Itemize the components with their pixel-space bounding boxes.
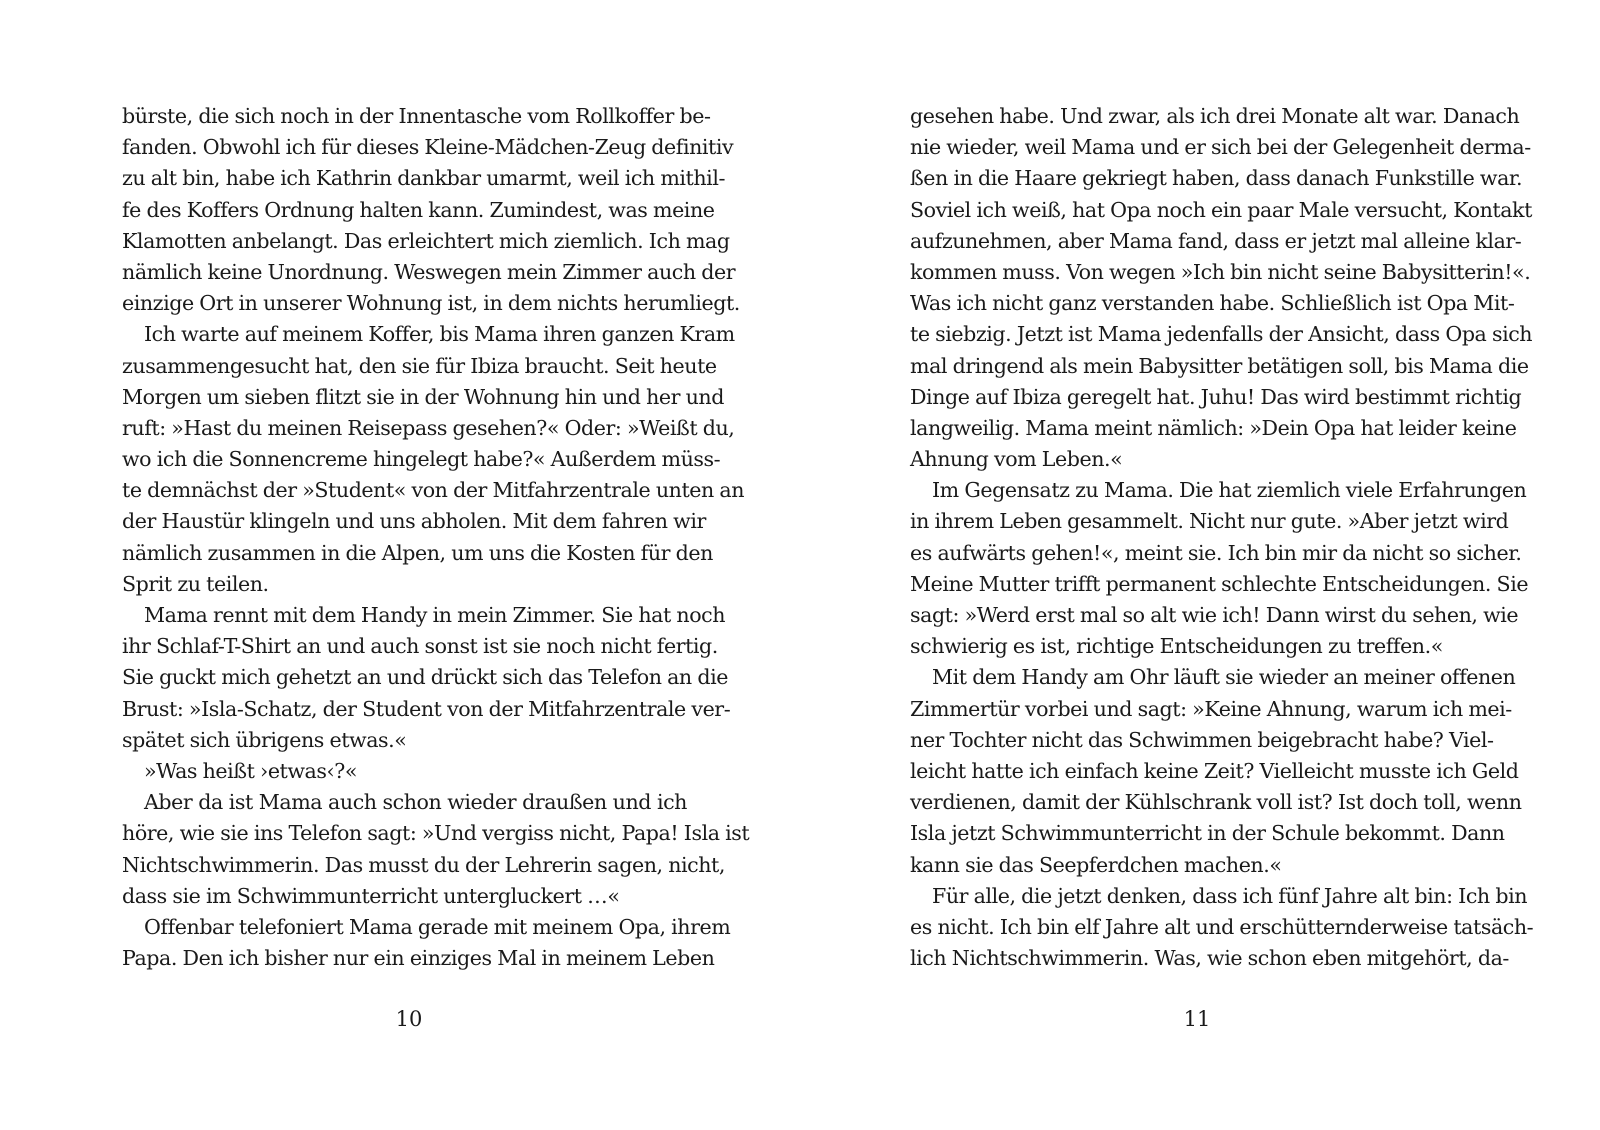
text-line: sagt: »Werd erst mal so alt wie ich! Dann wirst du sehen, wie: [910, 603, 1519, 627]
text-line: verdienen, damit der Kühlschrank voll ist? Ist doch toll, wenn: [910, 790, 1522, 815]
text-line: dass sie im Schwimmunterricht untergluckert …«: [122, 883, 620, 908]
text-line: Für alle, die jetzt denken, dass ich fünf Jahre alt bin: Ich bin: [932, 883, 1528, 908]
text-line: höre, wie sie ins Telefon sagt: »Und vergiss nicht, Papa! Isla ist: [122, 821, 750, 846]
text-line: leicht hatte ich einfach keine Zeit? Vielleicht musste ich Geld: [910, 758, 1519, 783]
text-line: zu alt bin, habe ich Kathrin dankbar umarmt, weil ich mithil-: [122, 166, 725, 191]
text-line: ner Tochter nicht das Schwimmen beigebracht habe? Viel-: [910, 727, 1494, 752]
text-line: wo ich die Sonnencreme hingelegt habe?« Außerdem müss-: [122, 447, 721, 472]
text-line: Offenbar telefoniert Mama gerade mit meinem Opa, ihrem: [144, 914, 731, 939]
text-line: ruft: »Hast du meinen Reisepass gesehen?« Oder: »Weißt du,: [122, 415, 735, 440]
text-line: in ihrem Leben gesammelt. Nicht nur gute. »Aber jetzt wird: [910, 509, 1509, 534]
text-line: es nicht. Ich bin elf Jahre alt und erschütternderweise tatsäch-: [910, 914, 1534, 939]
page-number-right: 11: [1183, 1007, 1211, 1031]
text-line: Nichtschwimmerin. Das musst du der Lehrerin sagen, nicht,: [122, 852, 725, 877]
text-line: te demnächst der »Student« von der Mitfahrzentrale unten an: [122, 478, 745, 503]
text-line: Papa. Den ich bisher nur ein einziges Mal in meinem Leben: [122, 946, 715, 971]
text-line: Ich warte auf meinem Koffer, bis Mama ihren ganzen Kram: [144, 322, 735, 347]
text-line: te siebzig. Jetzt ist Mama jedenfalls der Ansicht, dass Opa sich: [910, 322, 1533, 347]
text-line: fe des Koffers Ordnung halten kann. Zumindest, was meine: [122, 197, 715, 222]
text-line: nämlich keine Unordnung. Weswegen mein Zimmer auch der: [122, 259, 736, 284]
text-line: Mama rennt mit dem Handy in mein Zimmer. Sie hat noch: [144, 603, 726, 627]
text-line: Brust: »Isla-Schatz, der Student von der Mitfahrzentrale ver-: [122, 696, 731, 721]
text-line: Ahnung vom Leben.«: [910, 447, 1123, 472]
left-page: [122, 101, 750, 974]
text-line: Morgen um sieben flitzt sie in der Wohnung hin und her und: [122, 384, 724, 409]
text-line: Sprit zu teilen.: [122, 571, 269, 596]
right-page-text: [910, 101, 1534, 974]
text-line: nämlich zusammen in die Alpen, um uns die Kosten für den: [122, 540, 713, 565]
text-line: Isla jetzt Schwimmunterricht in der Schule bekommt. Dann: [910, 821, 1505, 846]
text-line: fanden. Obwohl ich für dieses Kleine-Mädchen-Zeug definitiv: [122, 135, 734, 160]
text-line: gesehen habe. Und zwar, als ich drei Monate alt war. Danach: [910, 104, 1520, 128]
text-line: Sie guckt mich gehetzt an und drückt sich das Telefon an die: [122, 665, 728, 690]
text-line: es aufwärts gehen!«, meint sie. Ich bin mir da nicht so sicher.: [910, 540, 1522, 565]
text-line: ßen in die Haare gekriegt haben, dass danach Funkstille war.: [910, 166, 1523, 191]
text-line: zusammengesucht hat, den sie für Ibiza braucht. Seit heute: [122, 353, 717, 378]
text-line: Soviel ich weiß, hat Opa noch ein paar Male versucht, Kontakt: [910, 197, 1532, 222]
text-line: Zimmertür vorbei und sagt: »Keine Ahnung, warum ich mei-: [910, 696, 1512, 721]
right-page: [910, 101, 1534, 974]
text-line: einzige Ort in unserer Wohnung ist, in dem nichts herumliegt.: [122, 291, 740, 316]
text-line: Klamotten anbelangt. Das erleichtert mich ziemlich. Ich mag: [122, 228, 730, 253]
text-line: ihr Schlaf-T-Shirt an und auch sonst ist sie noch nicht fertig.: [122, 634, 718, 659]
text-line: Mit dem Handy am Ohr läuft sie wieder an meiner offenen: [932, 665, 1516, 690]
text-line: Aber da ist Mama auch schon wieder draußen und ich: [144, 790, 687, 815]
text-line: »Was heißt ›etwas‹?«: [144, 758, 358, 783]
text-line: lich Nichtschwimmerin. Was, wie schon eben mitgehört, da-: [910, 946, 1509, 971]
text-line: Was ich nicht ganz verstanden habe. Schließlich ist Opa Mit-: [910, 291, 1515, 316]
text-line: langweilig. Mama meint nämlich: »Dein Opa hat leider keine: [910, 415, 1517, 440]
text-line: aufzunehmen, aber Mama fand, dass er jetzt mal alleine klar-: [910, 228, 1522, 253]
text-line: Dinge auf Ibiza geregelt hat. Juhu! Das wird bestimmt richtig: [910, 384, 1522, 409]
text-line: bürste, die sich noch in der Innentasche vom Rollkoffer be-: [122, 104, 711, 128]
text-line: der Haustür klingeln und uns abholen. Mit dem fahren wir: [122, 509, 706, 534]
page-number-left: 10: [395, 1007, 423, 1031]
text-line: mal dringend als mein Babysitter betätigen soll, bis Mama die: [910, 353, 1529, 378]
text-line: kommen muss. Von wegen »Ich bin nicht seine Babysitterin!«.: [910, 259, 1531, 284]
text-line: kann sie das Seepferdchen machen.«: [910, 852, 1282, 877]
text-line: Meine Mutter trifft permanent schlechte Entscheidungen. Sie: [910, 571, 1529, 596]
text-line: nie wieder, weil Mama und er sich bei der Gelegenheit derma-: [910, 135, 1531, 160]
text-line: schwierig es ist, richtige Entscheidungen zu treffen.«: [910, 634, 1443, 659]
left-page-text: [122, 101, 750, 974]
text-line: Im Gegensatz zu Mama. Die hat ziemlich viele Erfahrungen: [932, 478, 1527, 503]
text-line: spätet sich übrigens etwas.«: [122, 727, 407, 752]
